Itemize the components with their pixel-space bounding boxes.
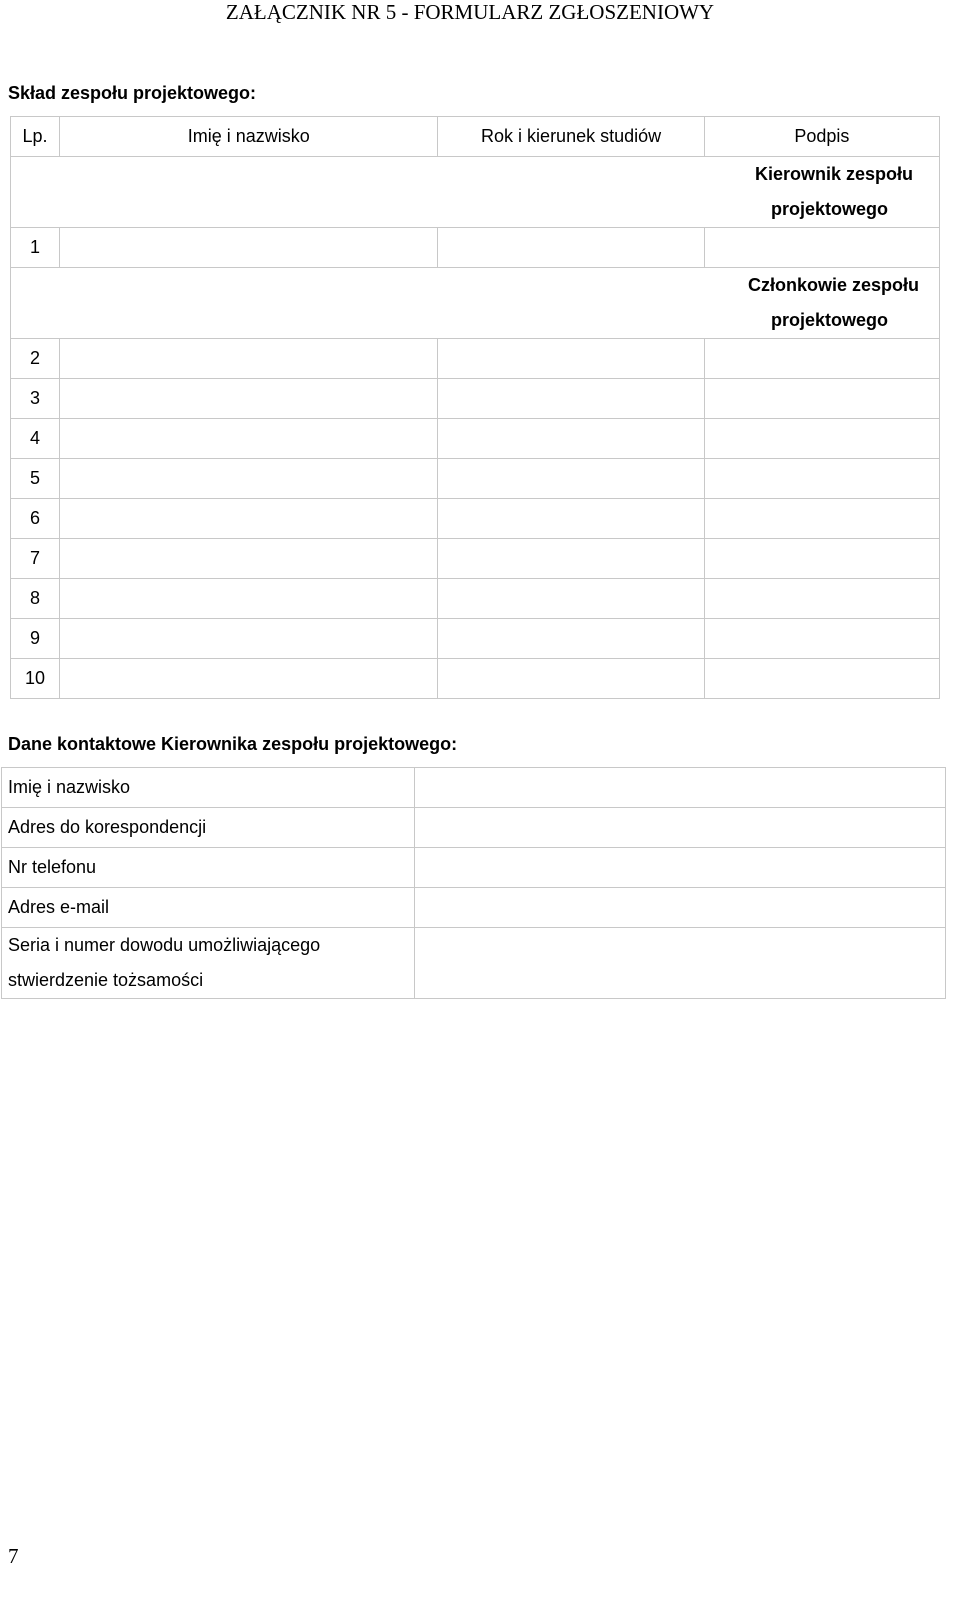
team-table (10, 116, 940, 699)
col-header-lp: Lp. (11, 117, 60, 157)
signature-cell[interactable] (704, 339, 939, 379)
col-header-year-field: Rok i kierunek studiów (438, 117, 704, 157)
field-value-name[interactable] (415, 768, 946, 808)
year-field-cell[interactable] (438, 459, 704, 499)
signature-cell[interactable] (704, 579, 939, 619)
field-value-address[interactable] (415, 808, 946, 848)
leader-label-line2: projektowego (770, 199, 888, 219)
name-cell[interactable] (60, 459, 438, 499)
table-row (11, 499, 940, 539)
signature-cell[interactable] (704, 419, 939, 459)
table-row (11, 379, 940, 419)
name-cell[interactable] (60, 339, 438, 379)
name-cell[interactable] (60, 499, 438, 539)
table-row (11, 619, 940, 659)
table-row (11, 459, 940, 499)
name-cell[interactable] (60, 419, 438, 459)
signature-cell[interactable] (704, 379, 939, 419)
members-group-label (11, 268, 940, 339)
table-row (2, 768, 946, 808)
row-number: 9 (11, 619, 60, 659)
signature-cell[interactable] (704, 539, 939, 579)
year-field-cell[interactable] (438, 379, 704, 419)
contact-table (1, 767, 946, 999)
table-row (2, 848, 946, 888)
field-label-id-document (2, 928, 415, 999)
signature-cell[interactable] (704, 619, 939, 659)
name-cell[interactable] (60, 228, 438, 268)
members-label-line2: projektowego (770, 310, 888, 330)
col-header-name: Imię i nazwisko (60, 117, 438, 157)
table-row (2, 928, 946, 999)
table-row (11, 579, 940, 619)
name-cell[interactable] (60, 619, 438, 659)
field-value-phone[interactable] (415, 848, 946, 888)
year-field-cell[interactable] (438, 419, 704, 459)
table-row (11, 339, 940, 379)
table-row (2, 808, 946, 848)
year-field-cell[interactable] (438, 659, 704, 699)
row-number: 3 (11, 379, 60, 419)
field-label-address: Adres do korespondencji (2, 808, 415, 848)
year-field-cell[interactable] (438, 539, 704, 579)
field-label-phone: Nr telefonu (2, 848, 415, 888)
field-label-email: Adres e-mail (2, 888, 415, 928)
field-value-id-document[interactable] (415, 928, 946, 999)
table-row (11, 228, 940, 268)
name-cell[interactable] (60, 579, 438, 619)
id-label-line1: Seria i numer dowodu umożliwiającego (8, 935, 321, 955)
page-number: 7 (8, 1544, 19, 1568)
leader-label-line1: Kierownik zespołu (754, 164, 913, 184)
signature-cell[interactable] (704, 659, 939, 699)
year-field-cell[interactable] (438, 499, 704, 539)
row-number: 10 (11, 659, 60, 699)
table-row (11, 659, 940, 699)
team-section-heading: Skład zespołu projektowego: (8, 83, 257, 103)
col-header-signature: Podpis (704, 117, 939, 157)
row-number: 8 (11, 579, 60, 619)
year-field-cell[interactable] (438, 619, 704, 659)
contact-section-heading: Dane kontaktowe Kierownika zespołu projektowego: (8, 734, 458, 754)
year-field-cell[interactable] (438, 228, 704, 268)
name-cell[interactable] (60, 659, 438, 699)
leader-group-row (11, 157, 940, 228)
table-row (11, 539, 940, 579)
row-number: 4 (11, 419, 60, 459)
year-field-cell[interactable] (438, 579, 704, 619)
leader-group-label (11, 157, 940, 228)
signature-cell[interactable] (704, 228, 939, 268)
field-value-email[interactable] (415, 888, 946, 928)
signature-cell[interactable] (704, 459, 939, 499)
members-label-line1: Członkowie zespołu (747, 275, 919, 295)
document-title: ZAŁĄCZNIK NR 5 - FORMULARZ ZGŁOSZENIOWY (225, 0, 715, 24)
row-number: 1 (11, 228, 60, 268)
id-label-line2: stwierdzenie tożsamości (8, 970, 204, 990)
row-number: 2 (11, 339, 60, 379)
name-cell[interactable] (60, 379, 438, 419)
members-group-row (11, 268, 940, 339)
row-number: 7 (11, 539, 60, 579)
table-row (2, 888, 946, 928)
team-table-header (11, 117, 940, 157)
year-field-cell[interactable] (438, 339, 704, 379)
name-cell[interactable] (60, 539, 438, 579)
field-label-name: Imię i nazwisko (2, 768, 415, 808)
row-number: 6 (11, 499, 60, 539)
signature-cell[interactable] (704, 499, 939, 539)
row-number: 5 (11, 459, 60, 499)
table-row (11, 419, 940, 459)
